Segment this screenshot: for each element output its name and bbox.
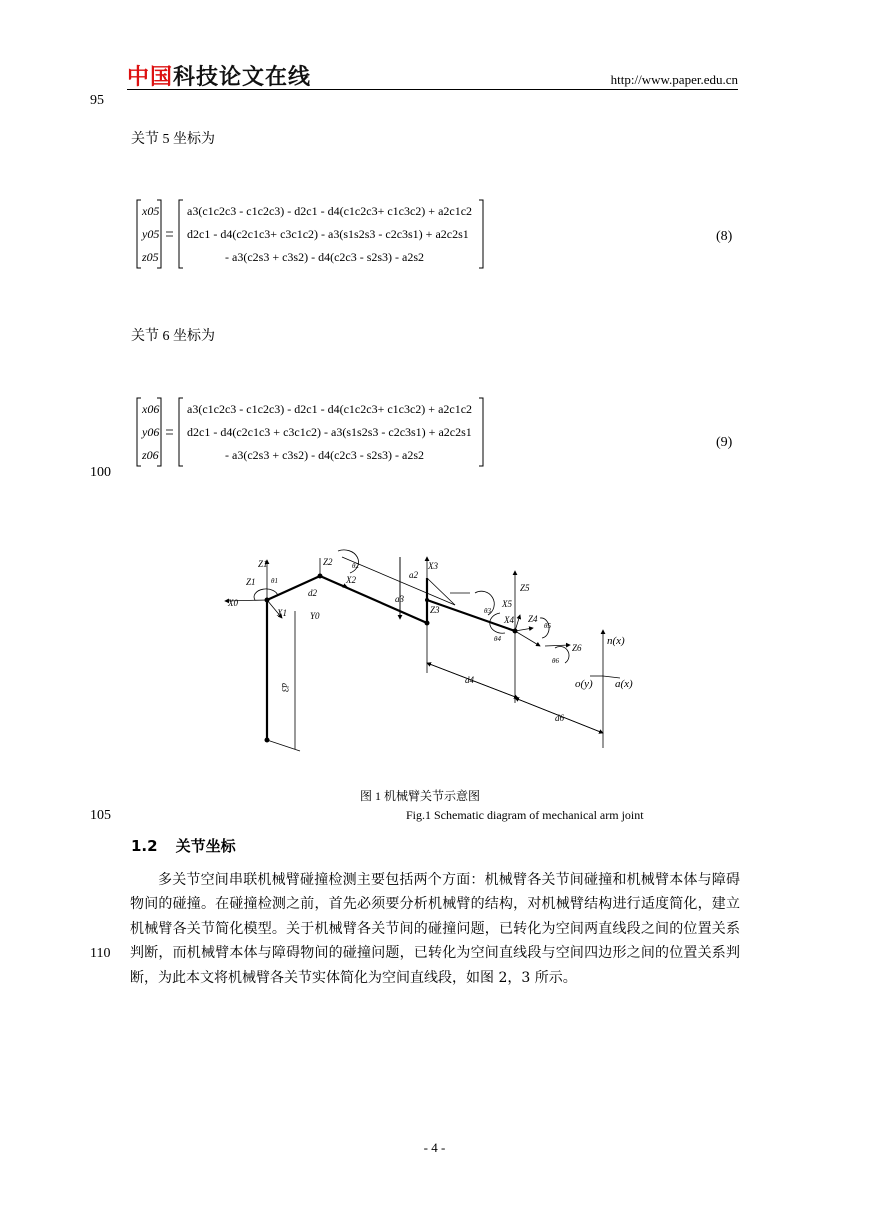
- label-theta5: θ5: [544, 622, 551, 630]
- lhs-y: y05: [142, 227, 160, 241]
- label-d3: d3: [280, 683, 290, 692]
- label-o: o(y): [575, 678, 593, 690]
- section-heading: [131, 835, 236, 856]
- joint-markers: [265, 574, 518, 743]
- label-d6: d6: [555, 713, 564, 723]
- header-url[interactable]: http://www.paper.edu.cn: [610, 72, 738, 87]
- joint5-label: 关节 5 坐标为: [131, 132, 215, 147]
- label-z1b: Z1: [246, 577, 256, 587]
- label-a3: a3: [395, 594, 404, 604]
- label-a: a(x): [615, 678, 633, 690]
- label-z1: Z1: [258, 559, 268, 569]
- label-theta3: θ3: [484, 607, 491, 615]
- equation-9: [135, 394, 495, 470]
- page-number: - 4 -: [423, 1140, 446, 1155]
- label-theta6: θ6: [552, 657, 559, 665]
- rhs-row-2: d2c1 - d4(c2c1c3+ c3c1c2) - a3(s1s2s3 - c2c3s1) + a2c2s1: [187, 227, 469, 241]
- joint6-label: 关节 6 坐标为: [131, 329, 215, 344]
- label-x4: X4: [504, 615, 514, 625]
- lhs-z: z06: [142, 448, 159, 462]
- rhs-row-1: a3(c1c2c3 - c1c2c3) - d2c1 - d4(c1c2c3+ c1c3c2) + a2c1c2: [187, 402, 473, 416]
- rhs-row-1: a3(c1c2c3 - c1c2c3) - d2c1 - d4(c1c2c3+ c1c3c2) + a2c1c2: [187, 204, 473, 218]
- equation-number-8: (8): [716, 229, 733, 244]
- rhs-row-3: - a3(c2s3 + c3s2) - d4(c2c3 - s2s3) - a2s2: [225, 250, 425, 264]
- body-paragraph: 多关节空间串联机械臂碰撞检测主要包括两个方面：机械臂各关节间碰撞和机械臂本体与障碍物间的碰撞。在碰撞检测之前，首先必须要分析机械臂的结构，对机械臂结构进行适度简化，建立机械臂各关节简化模型。关于机械臂各关节间的碰撞问题，已转化为空间两直线段之间的位置关系判断，而机械臂本体与障碍物间的碰撞问题，已转化为空间直线段与空间四边形之间的位置关系判断，为此本文将机械臂各关节实体简化为空间直线段，如图 2，3 所示。: [130, 872, 740, 986]
- line-number: 110: [90, 946, 111, 961]
- label-a2: a2: [409, 570, 418, 580]
- label-z2: Z2: [323, 557, 333, 567]
- label-theta4: θ4: [494, 635, 501, 643]
- label-theta1: θ1: [271, 577, 278, 585]
- line-number: 105: [90, 808, 111, 823]
- header-rule: [127, 89, 738, 90]
- arm-joint-schematic: [210, 543, 660, 763]
- equation-8: [135, 196, 495, 272]
- figure-labels: [227, 557, 633, 723]
- logo-red-part: 中国: [127, 65, 174, 90]
- rhs-row-3: - a3(c2s3 + c3s2) - d4(c2c3 - s2s3) - a2s2: [225, 448, 425, 462]
- line-number: 100: [90, 465, 111, 480]
- section-number: 1.2: [131, 837, 158, 855]
- lhs-y: y06: [142, 425, 160, 439]
- rhs-row-2: d2c1 - d4(c2c1c3 + c3c1c2) - a3(s1s2s3 - c2c3s1) + a2c2s1: [187, 425, 472, 439]
- label-x1: X1: [277, 608, 287, 618]
- label-y0: Y0: [310, 611, 320, 621]
- line-number: 95: [90, 93, 104, 108]
- figure-caption-cn: 图 1 机械臂关节示意图: [360, 789, 481, 803]
- label-theta2: θ2: [352, 562, 359, 570]
- label-d4: d4: [465, 675, 474, 685]
- logo-black-part: 科技论文在线: [173, 65, 312, 90]
- lhs-x: x06: [142, 402, 160, 416]
- figure-caption-en: Fig.1 Schematic diagram of mechanical arm joint: [406, 808, 644, 822]
- arm-links: [267, 576, 515, 740]
- journal-logo: [127, 60, 311, 91]
- label-z5: Z5: [520, 583, 530, 593]
- label-x3: X3: [428, 561, 438, 571]
- label-n: n(x): [607, 635, 625, 647]
- equation-number-9: (9): [716, 435, 733, 450]
- section-title: 关节坐标: [175, 837, 236, 855]
- label-x0: X0: [228, 598, 238, 608]
- label-z4: Z4: [528, 614, 538, 624]
- label-x2: X2: [346, 575, 356, 585]
- label-d2: d2: [308, 588, 317, 598]
- lhs-z: z05: [142, 250, 159, 264]
- label-z6: Z6: [572, 643, 582, 653]
- label-z3: Z3: [430, 605, 440, 615]
- lhs-x: x05: [142, 204, 160, 218]
- label-x5: X5: [502, 599, 512, 609]
